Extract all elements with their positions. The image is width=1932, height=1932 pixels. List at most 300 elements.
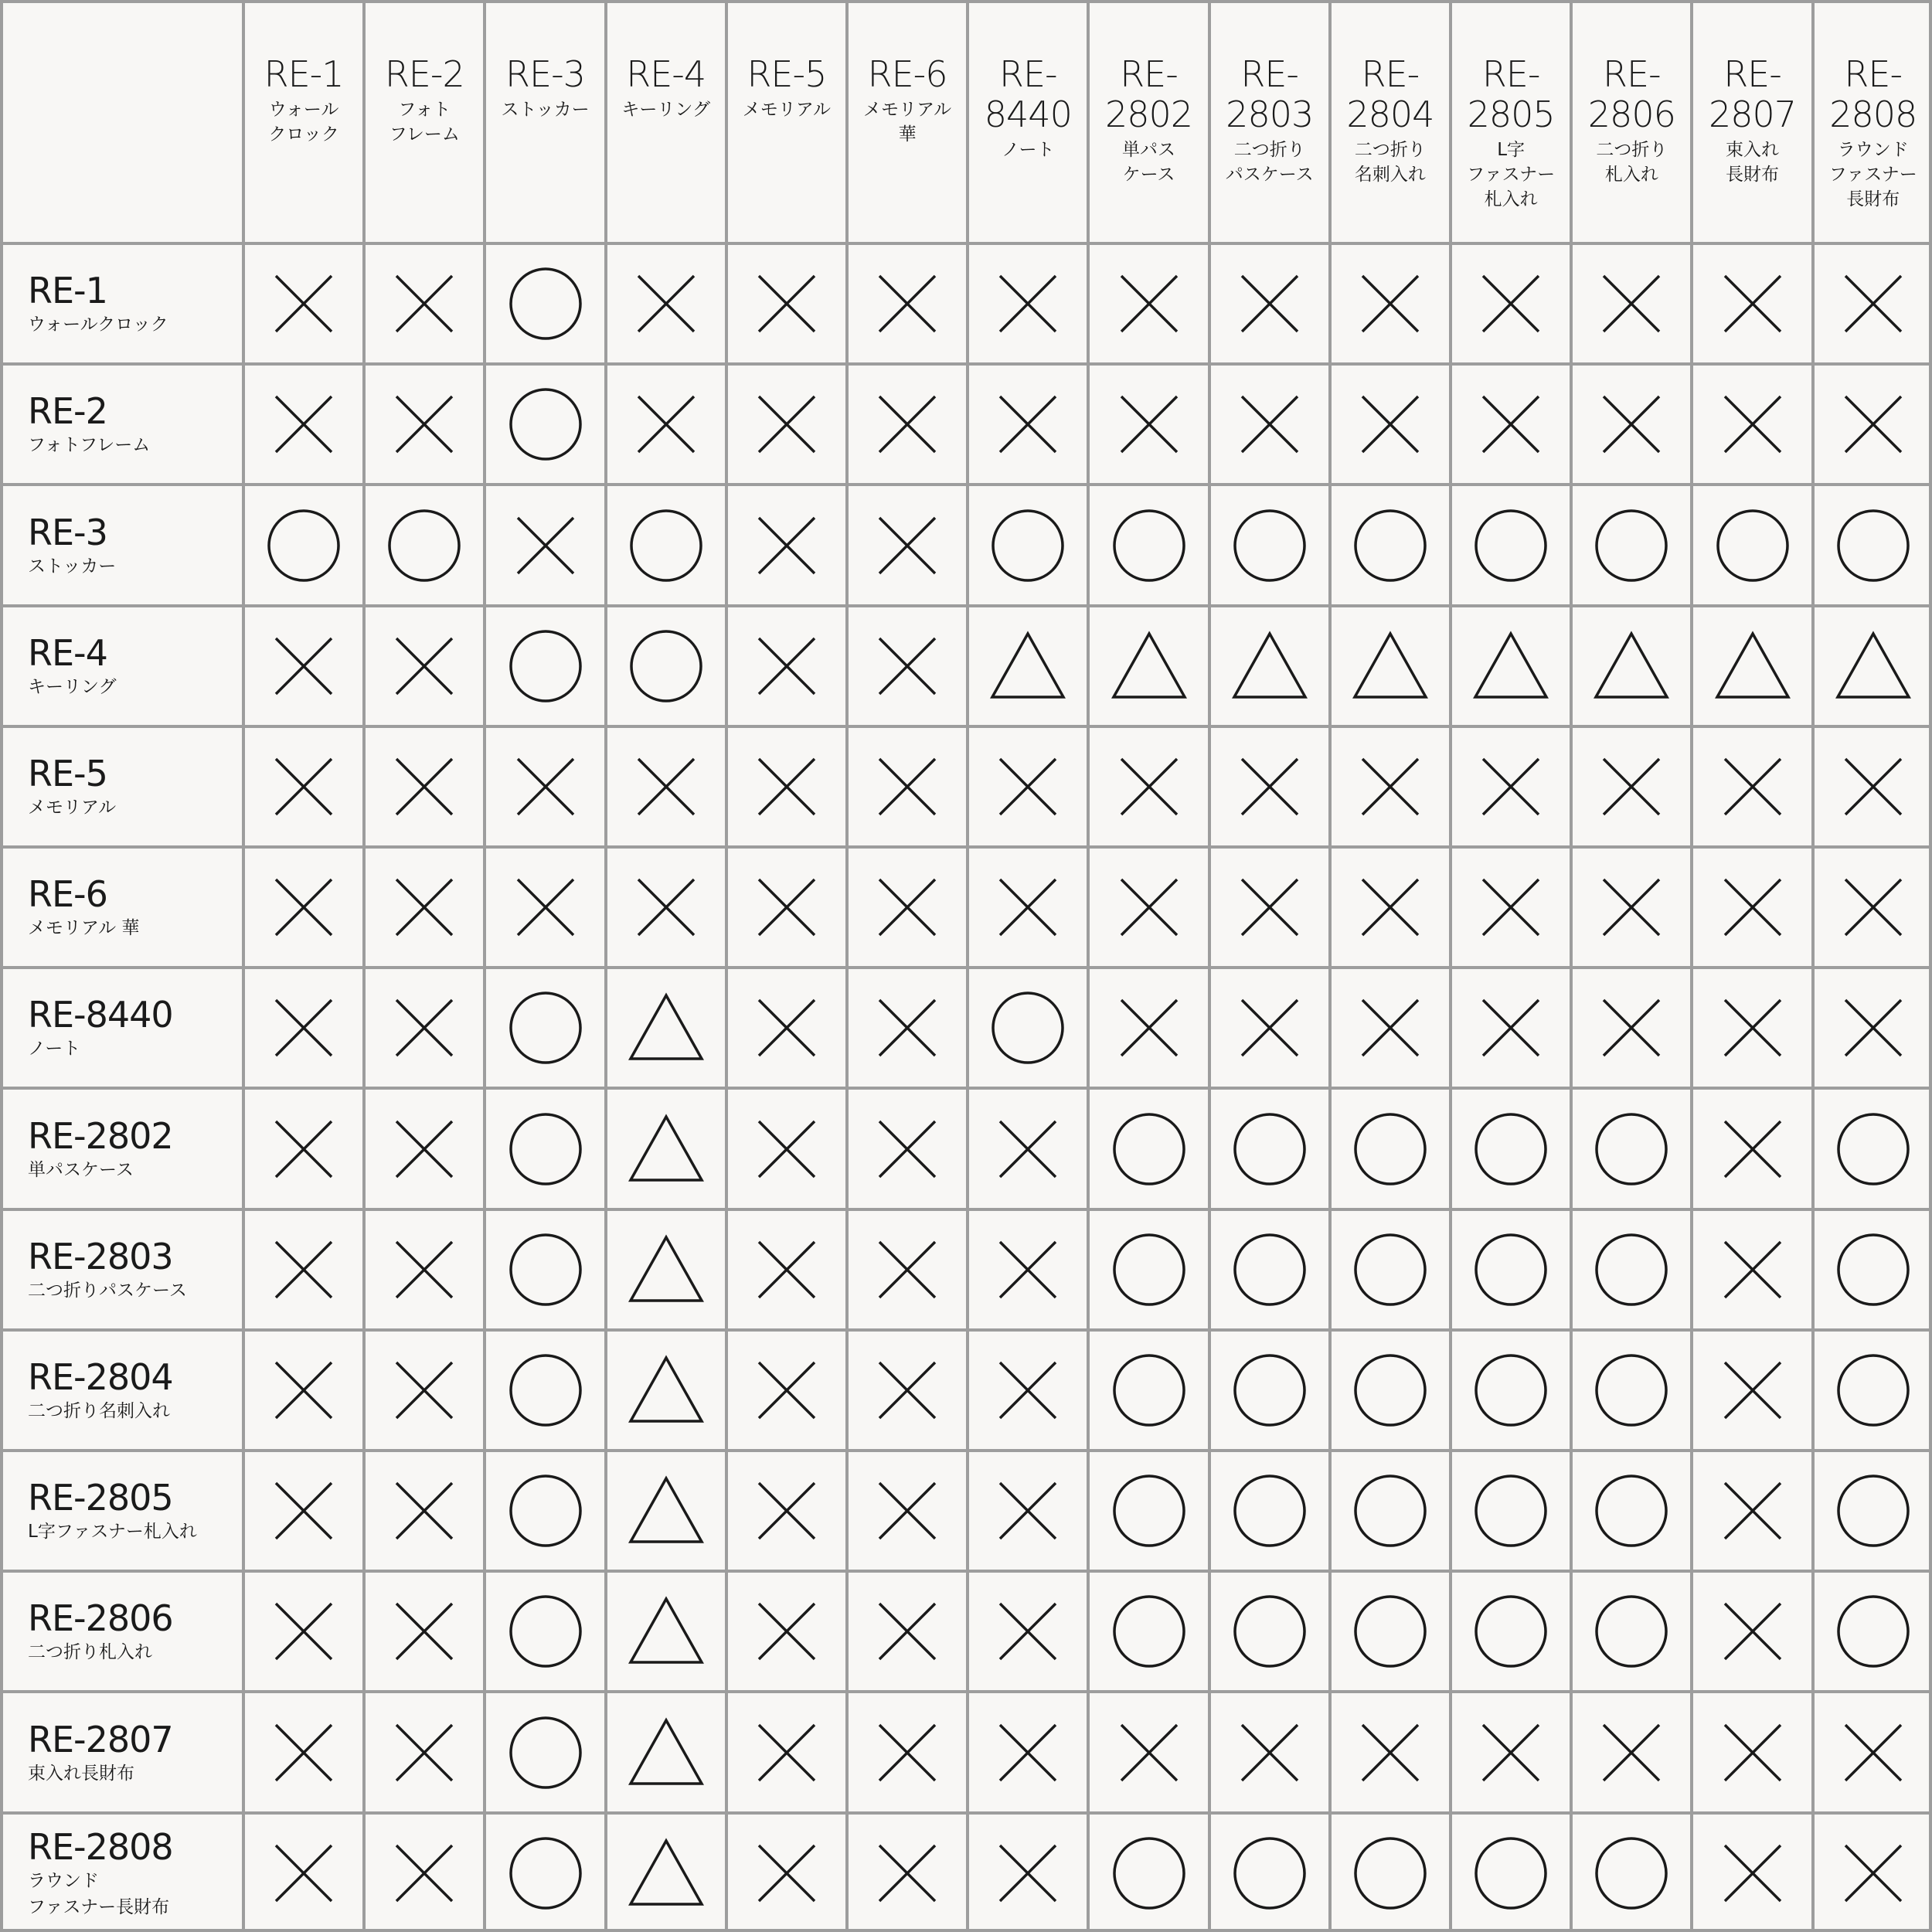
cross-mark-shape (759, 396, 815, 452)
circle-mark-shape (1355, 1355, 1425, 1425)
cross-mark (869, 869, 946, 946)
cross-mark-shape (759, 518, 815, 573)
matrix-cell (725, 604, 845, 725)
cross-mark (1111, 1714, 1188, 1791)
cross-mark-shape (759, 1604, 815, 1659)
circle-mark (1111, 1352, 1188, 1429)
circle-mark (507, 989, 584, 1066)
cross-mark (989, 1835, 1066, 1912)
matrix-cell (242, 1087, 362, 1207)
matrix-cell (1570, 483, 1690, 604)
column-name: メモリアル (742, 100, 831, 120)
circle-mark-shape (1476, 1114, 1546, 1184)
cross-mark (628, 748, 705, 825)
circle-mark (507, 1111, 584, 1188)
cross-mark-shape (638, 879, 694, 935)
matrix-cell (242, 966, 362, 1087)
circle-mark-shape (511, 631, 580, 701)
matrix-cell (1690, 483, 1811, 604)
matrix-cell (1570, 242, 1690, 362)
cross-mark (989, 1231, 1066, 1308)
cross-mark (989, 1111, 1066, 1188)
cross-mark-shape (1121, 759, 1177, 815)
row-header (0, 1328, 242, 1449)
matrix-cell (1570, 604, 1690, 725)
matrix-cell (483, 1328, 604, 1449)
matrix-cell (725, 1811, 845, 1932)
matrix-cell (1449, 1811, 1570, 1932)
cross-mark-shape (638, 396, 694, 452)
matrix-cell (1087, 483, 1207, 604)
column-name: L字 ファスナー 札入れ (1467, 140, 1556, 209)
cross-mark-shape (759, 1483, 815, 1539)
circle-mark (1111, 1231, 1188, 1308)
cross-mark-shape (1121, 396, 1177, 452)
matrix-cell (362, 483, 483, 604)
circle-mark (1472, 507, 1549, 584)
matrix-cell (1811, 242, 1932, 362)
circle-mark-shape (511, 1355, 580, 1425)
cross-mark-shape (1845, 1725, 1901, 1781)
column-header (1208, 0, 1328, 242)
cross-mark (1352, 265, 1429, 342)
matrix-cell (1690, 1811, 1811, 1932)
circle-mark-shape (511, 1597, 580, 1666)
cross-mark (1231, 869, 1308, 946)
cross-mark-shape (1845, 396, 1901, 452)
cross-mark-shape (1000, 1362, 1056, 1418)
matrix-cell (1570, 1811, 1690, 1932)
cross-mark-shape (759, 1000, 815, 1056)
circle-mark (1472, 1111, 1549, 1188)
row-code: RE-2802 (28, 1114, 173, 1157)
circle-mark-shape (1235, 1114, 1304, 1184)
circle-mark (507, 1593, 584, 1670)
circle-mark-shape (1597, 1235, 1666, 1304)
matrix-cell (604, 725, 725, 845)
circle-mark-shape (1235, 1838, 1304, 1908)
row-header (0, 1208, 242, 1328)
circle-mark (1472, 1593, 1549, 1670)
cross-mark-shape (1242, 1725, 1298, 1781)
cross-mark (869, 1472, 946, 1549)
cross-mark-shape (1604, 1725, 1659, 1781)
row-header (0, 1087, 242, 1207)
matrix-cell (1328, 1449, 1449, 1570)
cross-mark (386, 989, 463, 1066)
column-code: RE-6 (867, 53, 947, 95)
cross-mark-shape (276, 1845, 332, 1901)
matrix-cell (242, 362, 362, 483)
matrix-cell (845, 845, 966, 966)
cross-mark-shape (1242, 276, 1298, 332)
matrix-cell (1328, 966, 1449, 1087)
row-name: 単パスケース (28, 1159, 134, 1180)
matrix-cell (1570, 1449, 1690, 1570)
circle-mark (1352, 1352, 1429, 1429)
cross-mark (989, 1472, 1066, 1549)
row-name: メモリアル (28, 797, 117, 818)
matrix-cell (362, 242, 483, 362)
matrix-cell (1328, 1570, 1449, 1690)
cross-mark (265, 869, 342, 946)
matrix-cell (725, 1328, 845, 1449)
matrix-cell (362, 1570, 483, 1690)
circle-mark-shape (1355, 1114, 1425, 1184)
cross-mark (265, 1352, 342, 1429)
column-code: RE-2804 (1346, 53, 1434, 135)
triangle-mark (628, 989, 705, 1066)
row-name: ストッカー (28, 556, 117, 577)
circle-mark (1714, 507, 1791, 584)
cross-mark-shape (1725, 759, 1781, 815)
cross-mark (989, 265, 1066, 342)
circle-mark-shape (511, 993, 580, 1063)
matrix-cell (242, 1449, 362, 1570)
matrix-cell (1087, 1328, 1207, 1449)
row-header (0, 1690, 242, 1811)
cross-mark-shape (1725, 1725, 1781, 1781)
cross-mark (1472, 869, 1549, 946)
circle-mark-shape (1355, 1476, 1425, 1546)
matrix-cell (725, 1690, 845, 1811)
row-header (0, 845, 242, 966)
circle-mark-shape (511, 1476, 580, 1546)
matrix-cell (1690, 1570, 1811, 1690)
circle-mark-shape (1838, 1235, 1908, 1304)
cross-mark-shape (1121, 1000, 1177, 1056)
cross-mark (869, 628, 946, 705)
cross-mark-shape (1483, 396, 1539, 452)
row-name: 二つ折り名刺入れ (28, 1400, 170, 1421)
row-header (0, 1811, 242, 1932)
circle-mark (1352, 1593, 1429, 1670)
circle-mark (1231, 1835, 1308, 1912)
row-code: RE-5 (28, 752, 107, 794)
cross-mark-shape (1604, 396, 1659, 452)
cross-mark-shape (396, 638, 452, 694)
matrix-cell (483, 483, 604, 604)
cross-mark (1231, 989, 1308, 1066)
triangle-mark (628, 1352, 705, 1429)
matrix-cell (483, 362, 604, 483)
row-code: RE-2806 (28, 1597, 173, 1640)
triangle-mark (1593, 628, 1670, 705)
cross-mark (748, 1835, 825, 1912)
cross-mark (1352, 869, 1429, 946)
matrix-cell (1570, 966, 1690, 1087)
row-name: メモリアル 華 (28, 918, 140, 939)
cross-mark (1593, 748, 1670, 825)
circle-mark (1111, 1472, 1188, 1549)
cross-mark (386, 628, 463, 705)
matrix-cell (1690, 242, 1811, 362)
matrix-cell (1208, 1328, 1328, 1449)
cross-mark (1714, 386, 1791, 463)
matrix-cell (604, 604, 725, 725)
matrix-cell (845, 1690, 966, 1811)
matrix-cell (725, 362, 845, 483)
cross-mark-shape (1725, 1604, 1781, 1659)
cross-mark (265, 1472, 342, 1549)
cross-mark (1593, 989, 1670, 1066)
circle-mark-shape (631, 511, 701, 580)
circle-mark-shape (511, 1718, 580, 1787)
cross-mark (1714, 1472, 1791, 1549)
matrix-cell (604, 242, 725, 362)
matrix-cell (966, 1811, 1087, 1932)
matrix-cell (725, 966, 845, 1087)
column-code: RE-2807 (1708, 53, 1797, 135)
cross-mark (1111, 748, 1188, 825)
row-header (0, 1449, 242, 1570)
circle-mark-shape (993, 993, 1063, 1063)
triangle-mark-shape (1234, 634, 1305, 697)
cross-mark (748, 386, 825, 463)
cross-mark (265, 1593, 342, 1670)
cross-mark-shape (879, 1725, 935, 1781)
cross-mark-shape (1121, 276, 1177, 332)
circle-mark (628, 507, 705, 584)
matrix-cell (362, 1449, 483, 1570)
cross-mark (1593, 1714, 1670, 1791)
cross-mark (386, 748, 463, 825)
row-code: RE-2804 (28, 1355, 173, 1398)
cross-mark-shape (1604, 1000, 1659, 1056)
cross-mark (265, 1714, 342, 1791)
circle-mark-shape (511, 269, 580, 338)
cross-mark (1714, 748, 1791, 825)
cross-mark-shape (879, 276, 935, 332)
cross-mark-shape (759, 1362, 815, 1418)
triangle-mark (1472, 628, 1549, 705)
matrix-cell (966, 483, 1087, 604)
triangle-mark-shape (631, 1720, 702, 1784)
cross-mark (1835, 748, 1912, 825)
row-header (0, 604, 242, 725)
matrix-cell (1690, 362, 1811, 483)
row-name: 束入れ長財布 (28, 1763, 134, 1784)
circle-mark (1835, 1472, 1912, 1549)
cross-mark (386, 1714, 463, 1791)
matrix-cell (604, 1208, 725, 1328)
cross-mark-shape (1725, 1483, 1781, 1539)
matrix-cell (845, 1328, 966, 1449)
column-name: ウォール クロック (268, 100, 339, 145)
cross-mark (1593, 386, 1670, 463)
circle-mark (1231, 1352, 1308, 1429)
cross-mark-shape (759, 1242, 815, 1298)
cross-mark-shape (1000, 1242, 1056, 1298)
column-header (725, 0, 845, 242)
circle-mark-shape (511, 1838, 580, 1908)
circle-mark (1352, 1472, 1429, 1549)
matrix-cell (845, 604, 966, 725)
cross-mark (1835, 989, 1912, 1066)
cross-mark-shape (879, 759, 935, 815)
cross-mark-shape (396, 879, 452, 935)
circle-mark (1593, 507, 1670, 584)
circle-mark-shape (1114, 1476, 1184, 1546)
circle-mark-shape (511, 1235, 580, 1304)
matrix-cell (242, 725, 362, 845)
column-code: RE-4 (626, 53, 706, 95)
cross-mark (989, 748, 1066, 825)
cross-mark-shape (1000, 1483, 1056, 1539)
cross-mark (386, 1231, 463, 1308)
circle-mark-shape (1114, 1838, 1184, 1908)
cross-mark (748, 507, 825, 584)
column-header (966, 0, 1087, 242)
circle-mark (507, 386, 584, 463)
cross-mark (265, 628, 342, 705)
matrix-cell (1087, 966, 1207, 1087)
cross-mark-shape (1242, 396, 1298, 452)
cross-mark-shape (1362, 396, 1418, 452)
cross-mark (628, 386, 705, 463)
circle-mark (1231, 1231, 1308, 1308)
matrix-cell (1449, 845, 1570, 966)
matrix-cell (1570, 1328, 1690, 1449)
cross-mark (1111, 989, 1188, 1066)
matrix-cell (362, 1328, 483, 1449)
circle-mark (1111, 507, 1188, 584)
triangle-mark-shape (1475, 634, 1546, 697)
cross-mark (1472, 386, 1549, 463)
cross-mark (386, 869, 463, 946)
matrix-cell (845, 483, 966, 604)
matrix-cell (1087, 1690, 1207, 1811)
matrix-cell (1208, 1449, 1328, 1570)
matrix-cell (1328, 1690, 1449, 1811)
triangle-mark-shape (992, 634, 1063, 697)
matrix-cell (845, 1570, 966, 1690)
row-code: RE-8440 (28, 994, 173, 1036)
column-name: 二つ折り パスケース (1225, 140, 1314, 185)
circle-mark-shape (1235, 1235, 1304, 1304)
circle-mark (507, 1472, 584, 1549)
matrix-cell (1087, 362, 1207, 483)
matrix-cell (725, 1449, 845, 1570)
matrix-cell (966, 242, 1087, 362)
matrix-cell (1328, 1328, 1449, 1449)
cross-mark-shape (1121, 1725, 1177, 1781)
cross-mark (628, 869, 705, 946)
column-header (1570, 0, 1690, 242)
circle-mark-shape (1838, 1114, 1908, 1184)
matrix-cell (362, 845, 483, 966)
matrix-cell (1208, 1690, 1328, 1811)
matrix-cell (1811, 966, 1932, 1087)
matrix-cell (1690, 1328, 1811, 1449)
matrix-cell (966, 1690, 1087, 1811)
matrix-cell (1208, 1570, 1328, 1690)
cross-mark (748, 1593, 825, 1670)
cross-mark (1714, 265, 1791, 342)
matrix-cell (483, 604, 604, 725)
cross-mark-shape (1362, 879, 1418, 935)
triangle-mark (989, 628, 1066, 705)
cross-mark (265, 1231, 342, 1308)
circle-mark (1472, 1231, 1549, 1308)
cross-mark (1231, 386, 1308, 463)
matrix-cell (725, 483, 845, 604)
cross-mark (989, 1593, 1066, 1670)
cross-mark (1352, 989, 1429, 1066)
column-name: ラウンド ファスナー 長財布 (1828, 140, 1917, 209)
circle-mark-shape (631, 631, 701, 701)
matrix-cell (604, 1811, 725, 1932)
matrix-cell (1328, 604, 1449, 725)
row-header (0, 1570, 242, 1690)
matrix-cell (1690, 1208, 1811, 1328)
matrix-cell (1328, 845, 1449, 966)
cross-mark-shape (1483, 1725, 1539, 1781)
cross-mark (1472, 989, 1549, 1066)
cross-mark (1231, 1714, 1308, 1791)
row-code: RE-2808 (28, 1825, 173, 1868)
cross-mark-shape (879, 1604, 935, 1659)
matrix-cell (362, 966, 483, 1087)
cross-mark (989, 1352, 1066, 1429)
triangle-mark (628, 1593, 705, 1670)
triangle-mark-shape (1717, 634, 1788, 697)
triangle-mark (628, 1835, 705, 1912)
row-header (0, 242, 242, 362)
cross-mark-shape (276, 1362, 332, 1418)
column-code: RE-5 (747, 53, 827, 95)
matrix-cell (1208, 966, 1328, 1087)
cross-mark (869, 989, 946, 1066)
circle-mark-shape (1355, 1838, 1425, 1908)
cross-mark-shape (1000, 276, 1056, 332)
matrix-cell (966, 725, 1087, 845)
circle-mark (1472, 1835, 1549, 1912)
cross-mark-shape (638, 276, 694, 332)
matrix-cell (1087, 1087, 1207, 1207)
cross-mark-shape (276, 1000, 332, 1056)
matrix-cell (1449, 1449, 1570, 1570)
cross-mark (869, 1111, 946, 1188)
matrix-cell (966, 362, 1087, 483)
cross-mark-shape (1725, 879, 1781, 935)
cross-mark-shape (1604, 759, 1659, 815)
matrix-cell (1208, 1811, 1328, 1932)
row-name: ノート (28, 1039, 81, 1060)
cross-mark-shape (1000, 1604, 1056, 1659)
cross-mark (1111, 869, 1188, 946)
row-name: ウォールクロック (28, 315, 168, 335)
circle-mark (1111, 1835, 1188, 1912)
matrix-cell (1087, 1811, 1207, 1932)
cross-mark (386, 1835, 463, 1912)
matrix-cell (845, 362, 966, 483)
column-header (1690, 0, 1811, 242)
circle-mark-shape (1838, 1355, 1908, 1425)
cross-mark-shape (1845, 1845, 1901, 1901)
matrix-cell (242, 1570, 362, 1690)
cross-mark-shape (1845, 276, 1901, 332)
row-code: RE-2805 (28, 1477, 173, 1519)
cross-mark-shape (276, 759, 332, 815)
matrix-cell (845, 242, 966, 362)
matrix-cell (362, 1208, 483, 1328)
cross-mark-shape (396, 1362, 452, 1418)
column-header (362, 0, 483, 242)
cross-mark (386, 1472, 463, 1549)
circle-mark (1835, 1111, 1912, 1188)
column-header (845, 0, 966, 242)
